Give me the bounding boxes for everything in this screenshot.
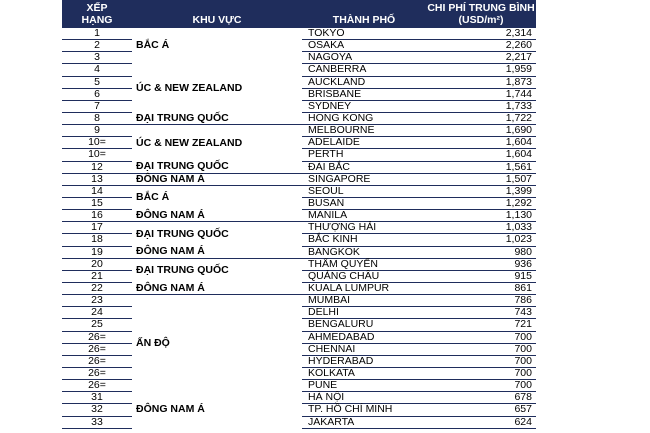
table-header [62,0,536,28]
rank-cell: 26= [62,380,132,392]
cost-cell: 1,690 [426,125,536,137]
rank-cell: 26= [62,343,132,355]
city-cell: KUALA LUMPUR [302,282,426,294]
region-cell: ĐẠI TRUNG QUỐC [132,161,302,173]
table-row [62,28,536,40]
region-cell: ẤN ĐỘ [136,336,170,349]
rank-cell: 31 [62,392,132,404]
city-cell: SINGAPORE [302,173,426,185]
city-cell: NAGOYA [302,52,426,64]
city-cell: MANILA [302,210,426,222]
rank-cell: 5 [62,76,132,88]
city-header: THÀNH PHỐ [302,0,426,28]
city-cell: BẮC KINH [302,234,426,246]
table-body [62,28,536,428]
rank-cell: 33 [62,416,132,428]
table-row [62,282,536,294]
table-row [62,295,536,307]
region-cell: ÚC & NEW ZEALAND [136,136,243,149]
city-cell: DELHI [302,307,426,319]
rank-cell: 10= [62,149,132,161]
city-cell: OSAKA [302,40,426,52]
cost-cell: 700 [426,343,536,355]
rank-cell: 6 [62,88,132,100]
city-cell: BENGALURU [302,319,426,331]
region-cell: ĐÔNG NAM Á [132,246,302,258]
city-cell: TOKYO [302,28,426,40]
cost-cell: 678 [426,392,536,404]
table-row [62,258,536,270]
table-row [62,64,536,76]
city-cell: SEOUL [302,185,426,197]
rank-cell: 32 [62,404,132,416]
city-cell: THẨM QUYẾN [302,258,426,270]
region-cell: BẮC Á [136,191,170,204]
rank-cell: 21 [62,270,132,282]
city-cell: QUẢNG CHÂU [302,270,426,282]
table-row [62,392,536,404]
table-row [62,222,536,234]
city-cell: HYDERABAD [302,355,426,367]
rank-cell: 7 [62,100,132,112]
cost-cell: 1,561 [426,161,536,173]
rank-cell: 24 [62,307,132,319]
city-cell: BRISBANE [302,88,426,100]
table-row [62,173,536,185]
rank-cell: 26= [62,331,132,343]
rank-header: XẾP HẠNG [62,0,132,28]
region-cell: ĐÔNG NAM Á [132,210,302,222]
city-cell: ADELAIDE [302,137,426,149]
cost-cell: 1,399 [426,185,536,197]
cost-cell: 1,023 [426,234,536,246]
rank-cell: 2 [62,40,132,52]
region-cell: ĐẠI TRUNG QUỐC [136,227,229,240]
cost-cell: 936 [426,258,536,270]
cost-cell: 657 [426,404,536,416]
city-cell: ĐÀI BẮC [302,161,426,173]
cost-cell: 700 [426,380,536,392]
cost-cell: 700 [426,331,536,343]
city-cell: PUNE [302,380,426,392]
city-cell: CANBERRA [302,64,426,76]
rank-cell: 19 [62,246,132,258]
rank-cell: 4 [62,64,132,76]
region-cell: BẮC Á [136,39,170,52]
cost-cell: 721 [426,319,536,331]
cost-cell: 1,744 [426,88,536,100]
rank-cell: 12 [62,161,132,173]
rank-cell: 17 [62,222,132,234]
region-header: KHU VỰC [132,0,302,28]
cost-cell: 700 [426,367,536,379]
cost-cell: 1,959 [426,64,536,76]
cost-cell: 980 [426,246,536,258]
rank-cell: 26= [62,367,132,379]
city-cell: THƯỢNG HẢI [302,222,426,234]
cost-cell: 1,604 [426,149,536,161]
cost-cell: 1,130 [426,210,536,222]
rank-cell: 1 [62,28,132,40]
cost-cell: 1,292 [426,197,536,209]
cost-cell: 915 [426,270,536,282]
region-cell: ĐÔNG NAM Á [136,403,205,416]
cost-cell: 786 [426,295,536,307]
rank-cell: 8 [62,112,132,124]
city-cell: JAKARTA [302,416,426,428]
rank-cell: 22 [62,282,132,294]
rank-cell: 26= [62,355,132,367]
cost-cell: 1,507 [426,173,536,185]
city-cell: BUSAN [302,197,426,209]
cost-cell: 861 [426,282,536,294]
table-row [62,161,536,173]
city-cell: BANGKOK [302,246,426,258]
city-cell: KOLKATA [302,367,426,379]
table-row [62,112,536,124]
cost-cell: 1,604 [426,137,536,149]
cost-cell: 1,033 [426,222,536,234]
city-cell: SYDNEY [302,100,426,112]
cost-cell: 2,314 [426,28,536,40]
region-cell: ĐÔNG NAM Á [132,282,302,294]
rank-cell: 23 [62,295,132,307]
city-cell: HONG KONG [302,112,426,124]
cost-cell: 700 [426,355,536,367]
region-cell: ĐẠI TRUNG QUỐC [136,264,229,277]
cost-cell: 743 [426,307,536,319]
table-row [62,185,536,197]
rank-cell: 25 [62,319,132,331]
city-cell: PERTH [302,149,426,161]
rank-cell: 16 [62,210,132,222]
table-row [62,125,536,137]
cost-cell: 1,873 [426,76,536,88]
city-cell: TP. HỒ CHÍ MINH [302,404,426,416]
office-cost-table [62,0,536,429]
city-cell: HÀ NỘI [302,392,426,404]
city-cell: CHENNAI [302,343,426,355]
region-cell: ĐÔNG NAM Á [132,173,302,185]
rank-cell: 13 [62,173,132,185]
rank-cell: 20 [62,258,132,270]
region-cell: ÚC & NEW ZEALAND [136,81,243,94]
rank-cell: 18 [62,234,132,246]
rank-cell: 14 [62,185,132,197]
cost-cell: 1,733 [426,100,536,112]
cost-cell: 1,722 [426,112,536,124]
rank-cell: 9 [62,125,132,137]
cost-header: CHI PHÍ TRUNG BÌNH (USD/m²) [427,2,535,26]
table-row [62,246,536,258]
city-cell: MELBOURNE [302,125,426,137]
rank-cell: 10= [62,137,132,149]
table-row [62,210,536,222]
city-cell: AUCKLAND [302,76,426,88]
region-cell: ĐẠI TRUNG QUỐC [132,112,302,124]
rank-cell: 15 [62,197,132,209]
cost-cell: 2,217 [426,52,536,64]
cost-cell: 2,260 [426,40,536,52]
cost-cell: 624 [426,416,536,428]
rank-cell: 3 [62,52,132,64]
city-cell: MUMBAI [302,295,426,307]
city-cell: AHMEDABAD [302,331,426,343]
